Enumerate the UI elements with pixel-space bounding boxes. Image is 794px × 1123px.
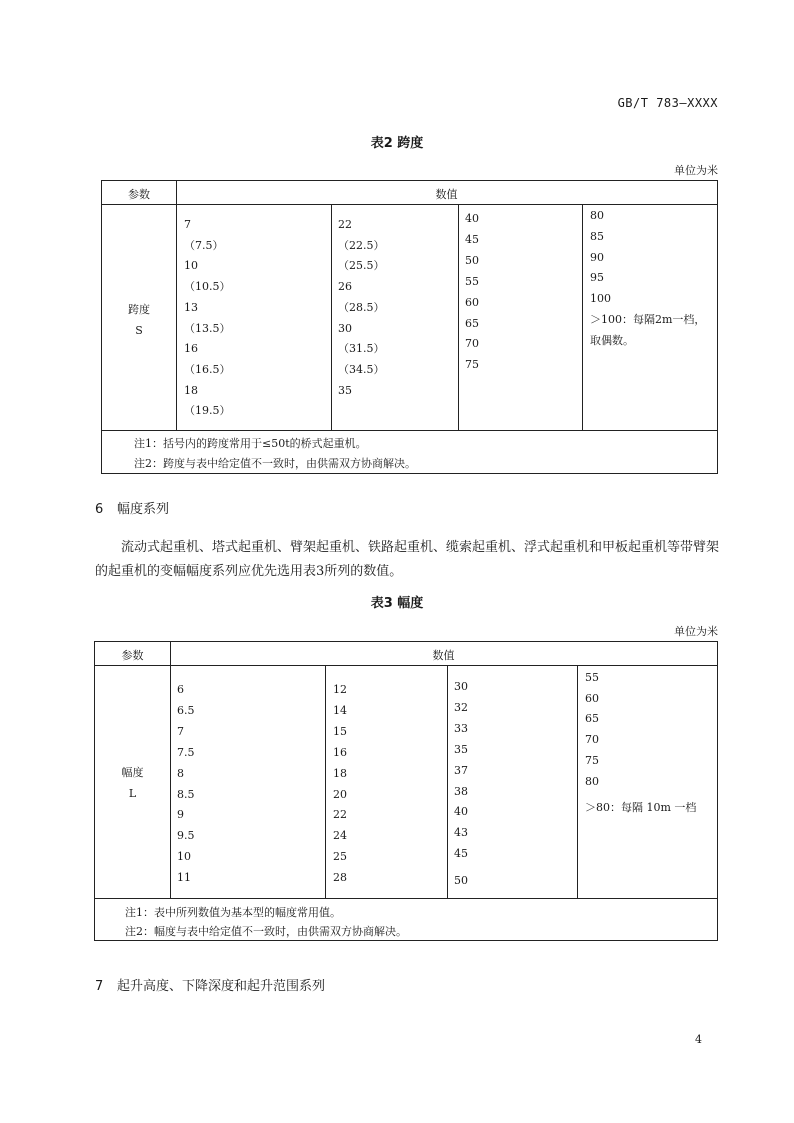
value-cell: 40 — [454, 805, 468, 819]
table2 — [101, 180, 718, 474]
value-cell: 24 — [333, 829, 347, 843]
table3-divider — [325, 665, 326, 898]
value-cell: 16 — [333, 745, 347, 759]
value-cell: 38 — [454, 784, 468, 798]
value-cell: （34.5） — [338, 362, 385, 376]
value-cell: 80 — [590, 209, 604, 222]
table2-param-cell — [102, 299, 176, 341]
standard-code: GB/T 783—XXXX — [617, 96, 718, 110]
section-title: 幅度系列 — [117, 502, 170, 517]
value-cell: 6 — [177, 683, 184, 696]
value-cell: 40 — [465, 212, 479, 225]
value-cell: 43 — [454, 826, 468, 840]
value-cell: 90 — [590, 250, 604, 264]
table2-param-name: 跨度 — [128, 303, 150, 316]
value-cell: 22 — [333, 808, 347, 822]
value-cell: 30 — [454, 680, 468, 693]
value-cell: 9 — [177, 808, 184, 822]
value-cell: 80 — [585, 774, 599, 788]
table3-divider — [170, 642, 171, 898]
value-cell: 100 — [590, 292, 611, 306]
value-cell: 7.5 — [177, 745, 195, 759]
value-cell: （13.5） — [184, 321, 231, 335]
value-cell: 35 — [454, 742, 468, 756]
value-cell: 6.5 — [177, 703, 195, 717]
table3-note-2: 注2：幅度与表中给定值不一致时，由供需双方协商解决。 — [125, 925, 407, 938]
section-number: 6 — [95, 502, 104, 517]
value-cell: （25.5） — [338, 259, 385, 273]
value-cell: ＞80：每隔 10m 一档 — [585, 801, 697, 815]
value-cell: 35 — [338, 383, 352, 397]
value-cell: 75 — [465, 358, 479, 372]
value-cell: 取偶数。 — [590, 333, 634, 347]
value-cell: 33 — [454, 721, 468, 735]
value-cell: 13 — [184, 300, 198, 314]
table3-values-col2 — [333, 680, 347, 889]
table2-values-col3 — [465, 209, 479, 376]
table2-divider — [331, 204, 332, 430]
value-cell: 11 — [177, 871, 191, 885]
table2-note-1: 注1：括号内的跨度常用于≤50t的桥式起重机。 — [134, 437, 367, 450]
section-number: 7 — [95, 979, 104, 994]
table2-unit: 单位为米 — [674, 164, 718, 177]
table3-caption: 表3 幅度 — [370, 596, 424, 611]
value-cell: 45 — [454, 847, 468, 861]
table3-value-header: 数值 — [432, 649, 455, 662]
table3-param-name: 幅度 — [121, 766, 144, 779]
value-cell: 70 — [585, 733, 599, 747]
table2-values-col1 — [184, 215, 231, 422]
value-cell: 70 — [465, 337, 479, 351]
page-number: 4 — [695, 1033, 702, 1046]
section-title: 起升高度、下降深度和起升范围系列 — [117, 979, 326, 994]
value-cell: （31.5） — [338, 342, 385, 356]
value-cell: 95 — [590, 271, 604, 285]
table3-values-col1 — [177, 680, 195, 889]
value-cell: 37 — [454, 763, 468, 777]
value-cell: 16 — [184, 342, 198, 356]
table3 — [94, 641, 718, 941]
table3-param-cell — [95, 762, 170, 804]
table3-param-header: 参数 — [121, 649, 144, 662]
value-cell: 50 — [465, 253, 479, 267]
table2-param-header: 参数 — [128, 188, 150, 201]
value-cell: 60 — [465, 295, 479, 309]
table2-value-header: 数值 — [435, 188, 458, 201]
section-7-heading — [95, 975, 325, 994]
value-cell: 8 — [177, 766, 184, 780]
table2-param-symbol: S — [135, 324, 143, 337]
value-cell: ＞100：每隔2m一档， — [590, 312, 706, 326]
value-cell: 7 — [184, 218, 191, 231]
value-cell: 30 — [338, 321, 352, 335]
table3-values-col3 — [454, 677, 468, 892]
value-cell: 14 — [333, 703, 347, 717]
value-cell: 10 — [184, 259, 198, 273]
table2-divider — [582, 204, 583, 430]
value-cell: 28 — [333, 871, 347, 885]
table3-notes-divider — [95, 898, 717, 899]
value-cell: 25 — [333, 850, 347, 864]
table3-note-1: 注1：表中所列数值为基本型的幅度常用值。 — [125, 906, 341, 919]
value-cell: （19.5） — [184, 404, 231, 418]
table3-divider — [447, 665, 448, 898]
table3-param-symbol: L — [128, 787, 137, 800]
value-cell: 10 — [177, 850, 191, 864]
table3-unit: 单位为米 — [674, 625, 718, 638]
table2-divider — [176, 181, 177, 430]
value-cell: 45 — [465, 232, 479, 246]
value-cell: 75 — [585, 753, 599, 767]
table3-divider — [577, 665, 578, 898]
value-cell: （28.5） — [338, 300, 385, 314]
table2-divider — [458, 204, 459, 430]
value-cell: 55 — [465, 274, 479, 288]
table2-values-col2 — [338, 215, 385, 401]
value-cell: 50 — [454, 874, 468, 888]
table2-notes-divider — [102, 430, 717, 431]
value-cell: 20 — [333, 787, 347, 801]
value-cell: 12 — [333, 683, 347, 696]
value-cell: 15 — [333, 724, 347, 738]
value-cell: 26 — [338, 280, 352, 294]
table2-caption: 表2 跨度 — [370, 136, 424, 151]
value-cell: 32 — [454, 700, 468, 714]
value-cell: 18 — [184, 383, 198, 397]
value-cell: 65 — [585, 712, 599, 726]
value-cell: 65 — [465, 316, 479, 330]
table2-note-2: 注2：跨度与表中给定值不一致时，由供需双方协商解决。 — [134, 457, 416, 470]
value-cell: （16.5） — [184, 362, 231, 376]
value-cell: 18 — [333, 766, 347, 780]
value-cell: （7.5） — [184, 238, 224, 252]
section-6-heading — [95, 498, 169, 517]
value-cell: 9.5 — [177, 829, 195, 843]
value-cell: （10.5） — [184, 280, 231, 294]
value-cell: 85 — [590, 229, 604, 243]
value-cell: 8.5 — [177, 787, 195, 801]
table3-values-col4 — [585, 668, 696, 819]
value-cell: 22 — [338, 218, 352, 231]
value-cell: 60 — [585, 691, 599, 705]
value-cell: （22.5） — [338, 238, 385, 252]
value-cell: 7 — [177, 724, 184, 738]
section-6-paragraph: 流动式起重机、塔式起重机、臂架起重机、铁路起重机、缆索起重机、浮式起重机和甲板起重机等带臂架的起重机的变幅幅度系列应优先选用表3所列的数值。 — [95, 540, 720, 579]
value-cell: 55 — [585, 671, 599, 684]
table2-values-col4 — [590, 206, 705, 352]
